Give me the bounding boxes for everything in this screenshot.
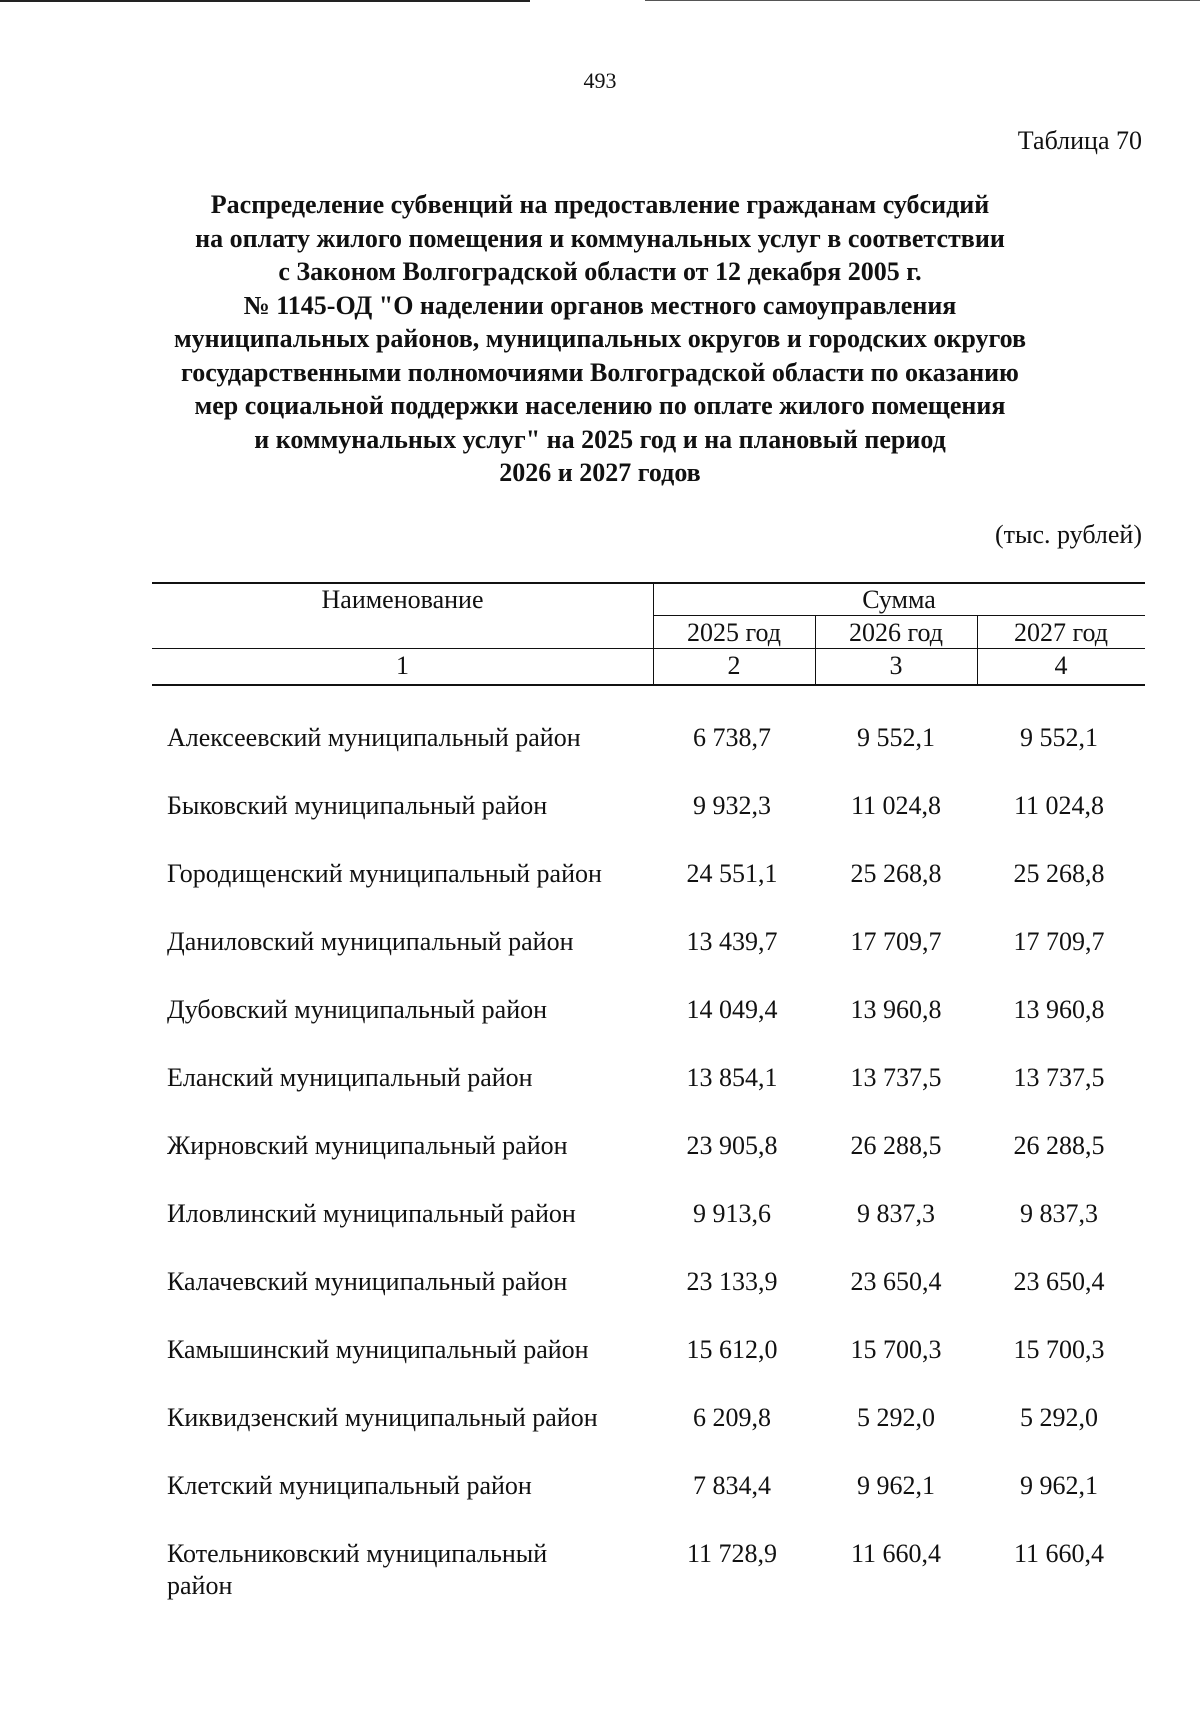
value-2025: 15 612,0	[686, 1335, 778, 1364]
header-col-number: 2	[727, 651, 741, 680]
district-name: Клетский муниципальный район	[167, 1471, 532, 1500]
page-number: 493	[583, 68, 617, 93]
value-2026: 13 960,8	[850, 995, 942, 1024]
district-name: Иловлинский муниципальный район	[167, 1199, 576, 1228]
value-2025: 11 728,9	[686, 1539, 778, 1568]
value-2025: 13 854,1	[686, 1063, 778, 1092]
table-row	[152, 1470, 1145, 1538]
header-year-2026: 2026 год	[849, 618, 943, 647]
value-2026: 26 288,5	[850, 1131, 942, 1160]
scan-edge-line	[645, 0, 1200, 1]
value-2026: 11 660,4	[850, 1539, 942, 1568]
value-2027: 9 837,3	[1020, 1199, 1098, 1228]
value-2027: 26 288,5	[1013, 1131, 1105, 1160]
value-2027: 11 024,8	[1013, 791, 1105, 820]
value-2025: 23 133,9	[686, 1267, 778, 1296]
value-2025: 23 905,8	[686, 1131, 778, 1160]
table-row	[152, 1538, 1145, 1628]
table-row	[152, 994, 1145, 1062]
title-line: и коммунальных услуг" на 2025 год и на плановый период	[254, 424, 946, 454]
district-name: Еланский муниципальный район	[167, 1063, 533, 1092]
value-2026: 9 552,1	[857, 723, 935, 752]
value-2027: 9 552,1	[1020, 723, 1098, 752]
header-name: Наименование	[321, 585, 484, 614]
value-2027: 5 292,0	[1020, 1403, 1098, 1432]
value-2027: 13 737,5	[1013, 1063, 1105, 1092]
table-row	[152, 1130, 1145, 1198]
document-title	[150, 188, 1050, 490]
table-row	[152, 722, 1145, 790]
title-line: мер социальной поддержки населению по оплате жилого помещения	[194, 391, 1006, 420]
value-2027: 9 962,1	[1020, 1471, 1098, 1500]
value-2027: 11 660,4	[1013, 1539, 1105, 1568]
table-label: Таблица 70	[1017, 126, 1142, 155]
table-row	[152, 858, 1145, 926]
title-line: на оплату жилого помещения и коммунальных услуг в соответствии	[195, 223, 1005, 253]
title-line: с Законом Волгоградской области от 12 декабря 2005 г.	[278, 257, 922, 286]
title-line: муниципальных районов, муниципальных округов и городских округов	[173, 324, 1027, 353]
header-col-number: 3	[889, 651, 903, 680]
subsidy-table	[152, 582, 1145, 1600]
district-name: Алексеевский муниципальный район	[167, 723, 581, 752]
value-2027: 23 650,4	[1013, 1267, 1105, 1296]
value-2025: 14 049,4	[686, 995, 778, 1024]
table-row	[152, 926, 1145, 994]
scan-edge-line	[0, 0, 530, 2]
table-row	[152, 1198, 1145, 1266]
title-line: 2026 и 2027 годов	[499, 458, 701, 487]
district-name: Калачевский муниципальный район	[167, 1267, 568, 1296]
header-mid-rule	[152, 648, 1145, 649]
value-2026: 15 700,3	[850, 1335, 942, 1364]
title-line: Распределение субвенций на предоставление гражданам субсидий	[210, 190, 990, 219]
district-name: Дубовский муниципальный район	[167, 995, 548, 1024]
title-line: государственными полномочиями Волгоградской области по оказанию	[181, 357, 1019, 387]
value-2027: 15 700,3	[1013, 1335, 1105, 1364]
district-name: Даниловский муниципальный район	[167, 927, 574, 956]
value-2026: 13 737,5	[850, 1063, 942, 1092]
value-2025: 24 551,1	[686, 859, 778, 888]
header-top-rule	[152, 582, 1145, 584]
header-sum-rule	[653, 615, 1145, 616]
value-2027: 13 960,8	[1013, 995, 1105, 1024]
header-col-number: 4	[1054, 651, 1068, 680]
header-sum: Сумма	[862, 585, 936, 614]
value-2026: 23 650,4	[850, 1267, 942, 1296]
table-row	[152, 1266, 1145, 1334]
value-2027: 25 268,8	[1013, 859, 1105, 888]
value-2027: 17 709,7	[1013, 927, 1105, 956]
value-2026: 9 837,3	[857, 1199, 935, 1228]
table-header	[152, 582, 1145, 686]
district-name: Камышинский муниципальный район	[167, 1335, 589, 1364]
value-2025: 9 913,6	[693, 1199, 771, 1228]
value-2026: 5 292,0	[857, 1403, 935, 1432]
header-bottom-rule	[152, 684, 1145, 686]
district-name: Киквидзенский муниципальный район	[167, 1403, 598, 1432]
district-name: Городищенский муниципальный район	[167, 859, 602, 888]
value-2025: 9 932,3	[693, 791, 771, 820]
table-row	[152, 790, 1145, 858]
district-name: Жирновский муниципальный район	[167, 1131, 568, 1160]
value-2026: 17 709,7	[850, 927, 942, 956]
header-year-2027: 2027 год	[1014, 618, 1108, 647]
table-body	[152, 722, 1145, 1628]
value-2025: 6 738,7	[693, 723, 771, 752]
value-2026: 25 268,8	[850, 859, 942, 888]
value-2025: 6 209,8	[693, 1403, 771, 1432]
value-2025: 7 834,4	[693, 1471, 771, 1500]
district-name: Быковский муниципальный район	[167, 791, 548, 820]
value-2026: 11 024,8	[850, 791, 942, 820]
header-col-number: 1	[396, 651, 409, 680]
district-name: Котельниковский муниципальный район	[167, 1539, 548, 1600]
table-row	[152, 1062, 1145, 1130]
unit-label: (тыс. рублей)	[994, 520, 1142, 549]
table-row	[152, 1334, 1145, 1402]
header-year-2025: 2025 год	[687, 618, 781, 647]
value-2025: 13 439,7	[686, 927, 778, 956]
table-row	[152, 1402, 1145, 1470]
value-2026: 9 962,1	[857, 1471, 935, 1500]
title-line: № 1145-ОД "О наделении органов местного самоуправления	[243, 290, 957, 320]
